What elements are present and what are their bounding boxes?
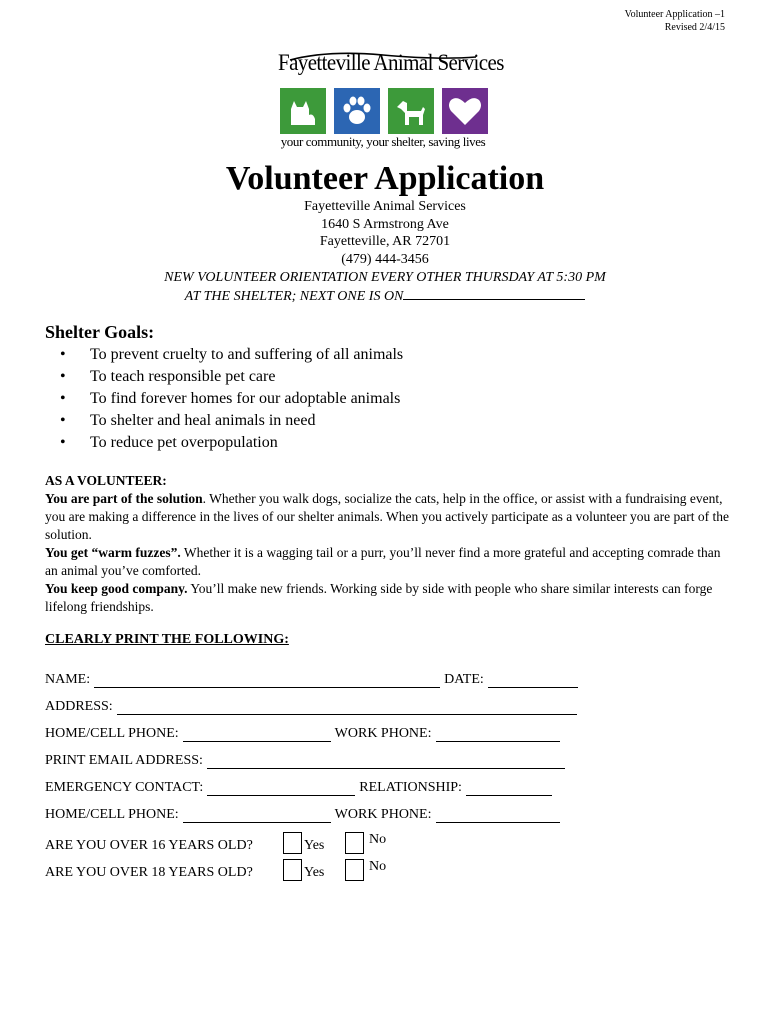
name-date-row [45, 672, 582, 688]
email-label: PRINT EMAIL ADDRESS: [45, 753, 203, 768]
header-note [625, 8, 725, 34]
over-16-row [45, 832, 386, 854]
goal-item: • To shelter and heal animals in need [60, 410, 403, 432]
address-row [45, 699, 581, 715]
bullet-icon: • [60, 434, 66, 451]
work-phone-label: WORK PHONE: [334, 726, 432, 741]
orientation-line-2 [0, 287, 770, 306]
over-18-yes-checkbox[interactable] [283, 859, 302, 881]
goals-heading: Shelter Goals: [45, 322, 155, 342]
goal-item: • To prevent cruelty to and suffering of all animals [60, 344, 403, 366]
orientation-notice [0, 269, 770, 305]
volunteer-paragraph-2: You get “warm fuzzes”. Whether it is a wagging tail or a purr, you’ll never find a more grateful and accepting comrade than an animal you’ve comforted. [45, 545, 721, 578]
address-city: Fayetteville, AR 72701 [319, 234, 451, 249]
address-org: Fayetteville Animal Services [304, 199, 466, 214]
date-label: DATE: [444, 672, 484, 687]
over-16-label: ARE YOU OVER 16 YEARS OLD? [45, 838, 253, 853]
dog-icon [388, 88, 434, 134]
volunteer-paragraph-1: You are part of the solution. Whether you walk dogs, socialize the cats, help in the office, or assist with a fundraising event, you are making a difference in the lives of our shelter animals. When you actively participate as a volunteer you are part of the solution. [45, 491, 729, 542]
bullet-icon: • [60, 368, 66, 385]
goals-list [60, 344, 403, 454]
volunteer-section [45, 472, 735, 616]
address-phone: (479) 444-3456 [341, 251, 429, 267]
bullet-icon: • [60, 346, 66, 363]
cat-icon [280, 88, 326, 134]
address-field[interactable] [117, 700, 577, 715]
heart-icon [442, 88, 488, 134]
goal-item: • To reduce pet overpopulation [60, 432, 403, 454]
logo-title: Fayetteville Animal Services [278, 48, 504, 76]
organization-logo [278, 48, 504, 150]
page-title: Volunteer Application [225, 160, 545, 197]
print-heading: CLEARLY PRINT THE FOLLOWING: [45, 632, 289, 647]
emergency-home-phone-field[interactable] [183, 808, 331, 823]
relationship-label: RELATIONSHIP: [359, 780, 462, 795]
phone-row [45, 726, 564, 742]
yes-label: Yes [304, 865, 325, 880]
over-18-row [45, 859, 386, 881]
email-field[interactable] [207, 754, 565, 769]
no-label: No [369, 832, 387, 847]
bullet-icon: • [60, 390, 66, 407]
name-field[interactable] [94, 673, 440, 688]
email-row [45, 753, 569, 769]
emergency-work-phone-field[interactable] [436, 808, 560, 823]
emergency-work-phone-label: WORK PHONE: [334, 807, 432, 822]
emergency-home-phone-label: HOME/CELL PHONE: [45, 807, 179, 822]
over-16-no-checkbox[interactable] [345, 832, 364, 854]
goal-item: • To find forever homes for our adoptable animals [60, 388, 403, 410]
goal-item: • To teach responsible pet care [60, 366, 403, 388]
logo-tiles [280, 88, 488, 134]
emergency-contact-label: EMERGENCY CONTACT: [45, 780, 204, 795]
home-phone-field[interactable] [183, 727, 331, 742]
volunteer-paragraph-3: You keep good company. You’ll make new friends. Working side by side with people who share similar interests can forge lifelong friendships. [45, 581, 713, 614]
emergency-contact-field[interactable] [207, 781, 355, 796]
over-18-no-checkbox[interactable] [345, 859, 364, 881]
orientation-date-blank[interactable] [403, 287, 585, 300]
logo-tagline: your community, your shelter, saving lives [280, 134, 486, 149]
volunteer-heading: AS A VOLUNTEER: [45, 473, 167, 488]
home-phone-label: HOME/CELL PHONE: [45, 726, 179, 741]
form-id: Volunteer Application –1 [624, 9, 725, 20]
emergency-row [45, 780, 556, 796]
over-16-yes-checkbox[interactable] [283, 832, 302, 854]
date-field[interactable] [488, 673, 578, 688]
orientation-line-1: NEW VOLUNTEER ORIENTATION EVERY OTHER THURSDAY AT 5:30 PM [164, 270, 606, 285]
address-street: 1640 S Armstrong Ave [321, 216, 449, 232]
address-label: ADDRESS: [45, 699, 113, 714]
paw-prints-icon [334, 88, 380, 134]
organization-address [0, 198, 770, 268]
orientation-line-2-text: AT THE SHELTER; NEXT ONE IS ON [184, 288, 404, 304]
no-label: No [369, 859, 387, 874]
name-label: NAME: [45, 672, 91, 687]
over-18-label: ARE YOU OVER 18 YEARS OLD? [45, 865, 253, 880]
yes-label: Yes [304, 838, 325, 853]
emergency-phone-row [45, 807, 564, 823]
revision-date: Revised 2/4/15 [664, 22, 725, 33]
work-phone-field[interactable] [436, 727, 560, 742]
relationship-field[interactable] [466, 781, 552, 796]
bullet-icon: • [60, 412, 66, 429]
